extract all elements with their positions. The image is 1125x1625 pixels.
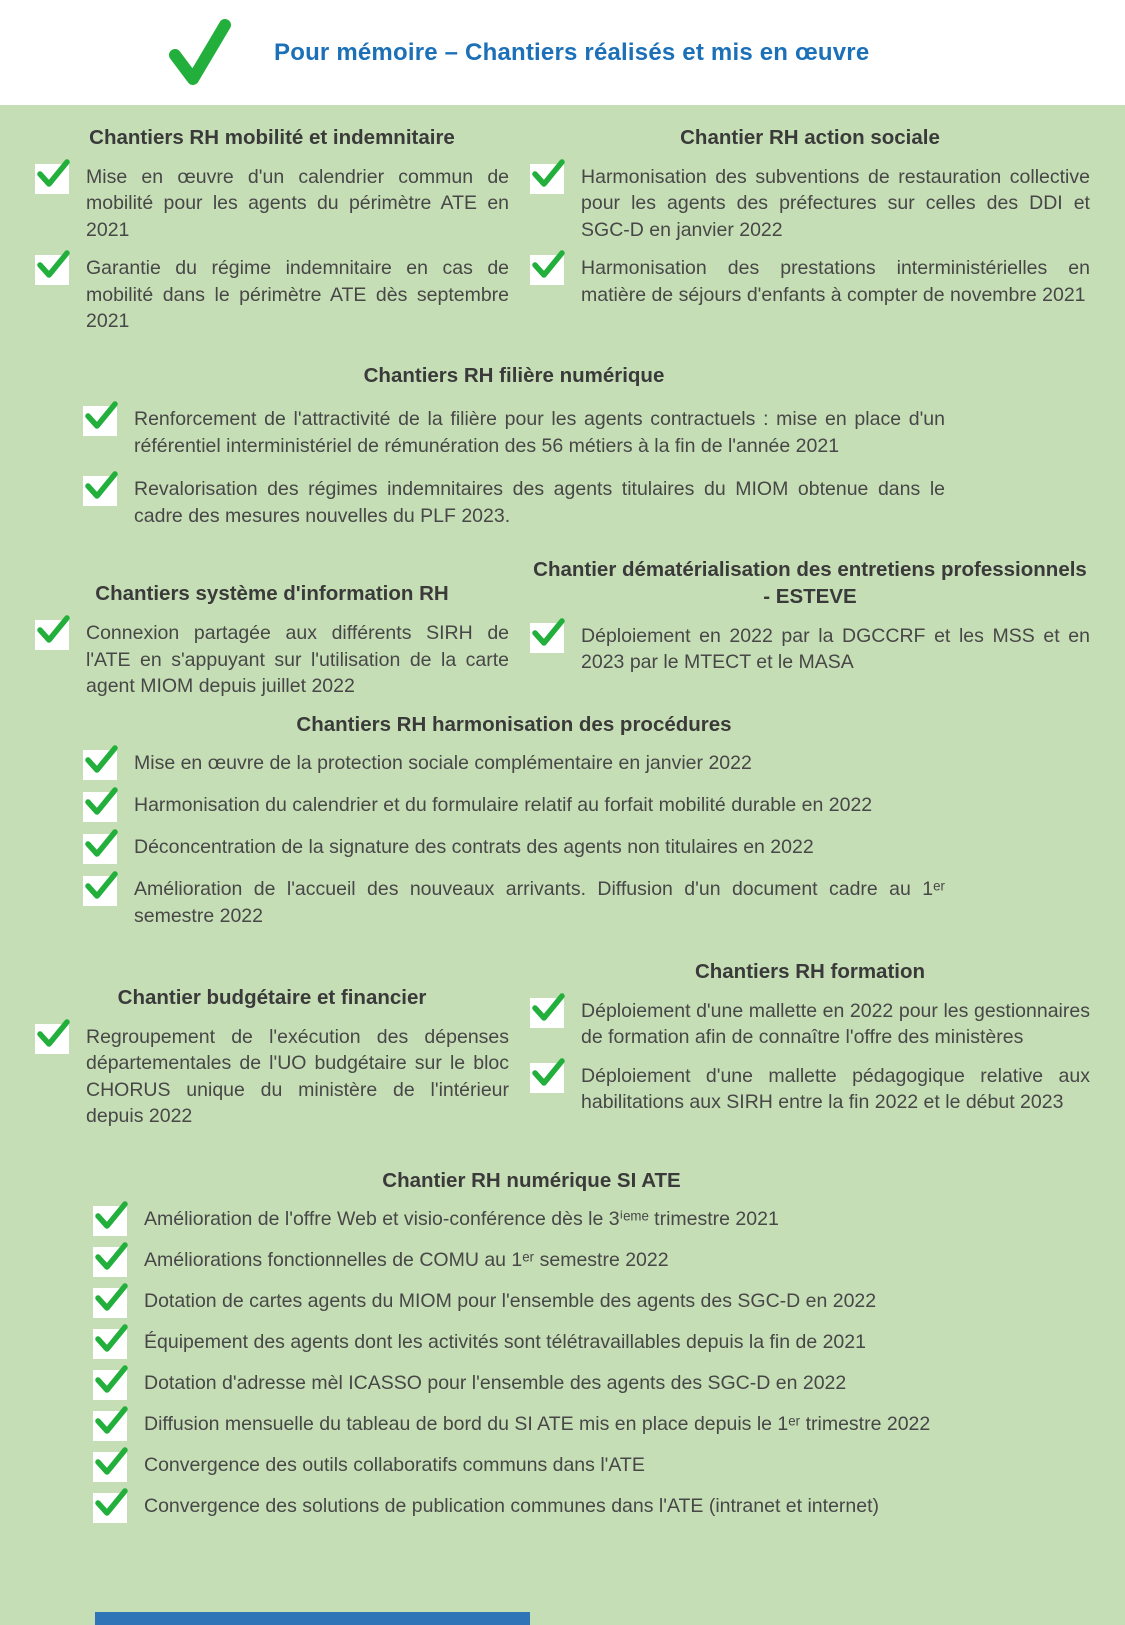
section-rh-mobilite-indemnitaire xyxy=(35,125,515,335)
checklist-item xyxy=(530,164,1090,244)
check-icon xyxy=(35,164,69,194)
item-text: Déconcentration de la signature des contrats des agents non titulaires en 2022 xyxy=(134,836,814,859)
section-rh-formation xyxy=(515,959,1090,1130)
item-text: Équipement des agents dont les activités sont télétravaillables depuis la fin de 2021 xyxy=(144,1330,866,1353)
section-row xyxy=(35,1168,1090,1523)
checklist-item xyxy=(93,1493,1080,1523)
item-text: Convergence des outils collaboratifs communs dans l'ATE xyxy=(144,1453,645,1476)
check-icon xyxy=(530,998,564,1028)
checklist-item xyxy=(83,792,945,822)
checklist-item xyxy=(93,1247,1080,1277)
item-text: Mise en œuvre d'un calendrier commun de mobilité pour les agents du périmètre ATE en 2021 xyxy=(86,165,510,241)
checklist-item xyxy=(93,1288,1080,1318)
section-rh-action-sociale xyxy=(515,125,1090,335)
section-row xyxy=(35,959,1090,1130)
item-text: Revalorisation des régimes indemnitaires des agents titulaires du MIOM obtenue dans le cadre des mesures nouvelles du PLF 2023. xyxy=(134,478,945,527)
footer-accent-bar xyxy=(95,1612,530,1625)
checklist-item xyxy=(530,1063,1090,1116)
check-icon xyxy=(168,18,232,88)
check-icon xyxy=(35,255,69,285)
check-icon xyxy=(35,620,69,650)
check-icon xyxy=(530,623,564,653)
item-text: Renforcement de l'attractivité de la filière pour les agents contractuels : mise en place d'un référentiel interministériel de rémunération des 56 métiers à la fin de l'année 2021 xyxy=(134,408,945,457)
section-row xyxy=(35,125,1090,335)
checklist-item xyxy=(83,476,945,529)
check-icon xyxy=(83,406,117,436)
check-icon xyxy=(93,1493,127,1523)
item-text: Déploiement d'une mallette pédagogique relative aux habilitations aux SIRH entre la fin 2022 et le début 2023 xyxy=(581,1064,1090,1114)
checklist-item xyxy=(83,876,945,929)
section-title: Chantier RH numérique SI ATE xyxy=(382,1169,681,1192)
check-icon xyxy=(93,1329,127,1359)
section-row xyxy=(35,557,1090,699)
checklist-item xyxy=(93,1329,1080,1359)
item-text: Connexion partagée aux différents SIRH de l'ATE en s'appuyant sur l'utilisation de la carte agent MIOM depuis juillet 2022 xyxy=(86,622,510,698)
check-icon xyxy=(83,750,117,780)
check-icon xyxy=(93,1411,127,1441)
checklist-item xyxy=(35,1024,509,1130)
checklist-item xyxy=(83,750,945,780)
check-icon xyxy=(83,876,117,906)
check-icon xyxy=(83,476,117,506)
checklist-item xyxy=(530,255,1090,308)
item-text: Dotation de cartes agents du MIOM pour l'ensemble des agents des SGC-D en 2022 xyxy=(144,1289,877,1312)
checklist-item xyxy=(35,620,509,700)
section-title: Chantiers RH formation xyxy=(694,960,926,984)
item-text: Dotation d'adresse mèl ICASSO pour l'ensemble des agents des SGC-D en 2022 xyxy=(144,1371,847,1394)
checklist-item xyxy=(93,1452,1080,1482)
section-rh-harmonisation-procedures xyxy=(35,712,1090,930)
page-header xyxy=(0,0,1125,105)
section-title: Chantier RH action sociale xyxy=(680,126,940,149)
section-title: Chantiers RH mobilité et indemnitaire xyxy=(89,126,455,149)
section-title: Chantiers RH filière numérique xyxy=(363,363,665,387)
check-icon xyxy=(93,1452,127,1482)
content xyxy=(0,105,1125,1523)
check-icon xyxy=(35,1024,69,1054)
checklist-item xyxy=(83,834,945,864)
section-dematerialisation-esteve xyxy=(515,557,1090,699)
item-text: Mise en œuvre de la protection sociale complémentaire en janvier 2022 xyxy=(134,752,752,775)
checklist-item xyxy=(35,164,509,244)
checklist-item xyxy=(93,1206,1080,1236)
section-rows xyxy=(35,125,1090,1523)
check-icon xyxy=(83,834,117,864)
section-row xyxy=(35,363,1090,530)
item-text: Améliorations fonctionnelles de COMU au 1ᵉʳ semestre 2022 xyxy=(144,1248,669,1271)
checklist-item xyxy=(93,1411,1080,1441)
item-text: Harmonisation des prestations interministérielles en matière de séjours d'enfants à compter de novembre 2021 xyxy=(581,257,1090,306)
checklist-item xyxy=(35,255,509,335)
item-text: Déploiement d'une mallette en 2022 pour les gestionnaires de formation afin de connaître l'offre des ministères xyxy=(581,999,1090,1049)
checklist-item xyxy=(83,406,945,459)
section-budgetaire-financier xyxy=(35,959,515,1130)
section-row xyxy=(35,712,1090,930)
check-icon xyxy=(530,164,564,194)
check-icon xyxy=(93,1206,127,1236)
item-text: Amélioration de l'offre Web et visio-conférence dès le 3ⁱᵉᵐᵉ trimestre 2021 xyxy=(144,1207,779,1230)
check-icon xyxy=(530,1063,564,1093)
item-text: Harmonisation du calendrier et du formulaire relatif au forfait mobilité durable en 2022 xyxy=(134,794,873,817)
check-icon xyxy=(93,1370,127,1400)
item-text: Déploiement en 2022 par la DGCCRF et les MSS et en 2023 par le MTECT et le MASA xyxy=(581,624,1090,674)
section-systeme-information-rh xyxy=(35,557,515,699)
section-title: Chantier dématérialisation des entretiens professionnels - ESTEVE xyxy=(533,558,1087,609)
check-icon xyxy=(93,1247,127,1277)
section-title: Chantier budgétaire et financier xyxy=(117,986,427,1010)
page-title: Pour mémoire – Chantiers réalisés et mis en œuvre xyxy=(274,38,870,66)
check-icon xyxy=(93,1288,127,1318)
checklist-item xyxy=(93,1370,1080,1400)
section-rh-filiere-numerique xyxy=(35,363,1090,530)
item-text: Harmonisation des subventions de restauration collective pour les agents des préfectures sur celles des DDI et SGC-D en janvier 2022 xyxy=(581,165,1090,241)
check-icon xyxy=(530,255,564,285)
item-text: Regroupement de l'exécution des dépenses départementales de l'UO budgétaire sur le bloc CHORUS unique du ministère de l'intérieur depuis 2022 xyxy=(86,1025,510,1128)
item-text: Amélioration de l'accueil des nouveaux arrivants. Diffusion d'un document cadre au 1ᵉʳ semestre 2022 xyxy=(134,878,945,927)
section-title: Chantiers RH harmonisation des procédures xyxy=(296,712,732,736)
section-title: Chantiers système d'information RH xyxy=(95,582,449,606)
checklist-item xyxy=(530,623,1090,676)
checklist-item xyxy=(530,998,1090,1051)
item-text: Diffusion mensuelle du tableau de bord du SI ATE mis en place depuis le 1ᵉʳ trimestre 2022 xyxy=(144,1412,931,1435)
item-text: Convergence des solutions de publication communes dans l'ATE (intranet et internet) xyxy=(144,1494,880,1517)
section-rh-numerique-si-ate xyxy=(35,1168,1090,1523)
item-text: Garantie du régime indemnitaire en cas de mobilité dans le périmètre ATE dès septembre 2021 xyxy=(86,257,510,333)
check-icon xyxy=(83,792,117,822)
